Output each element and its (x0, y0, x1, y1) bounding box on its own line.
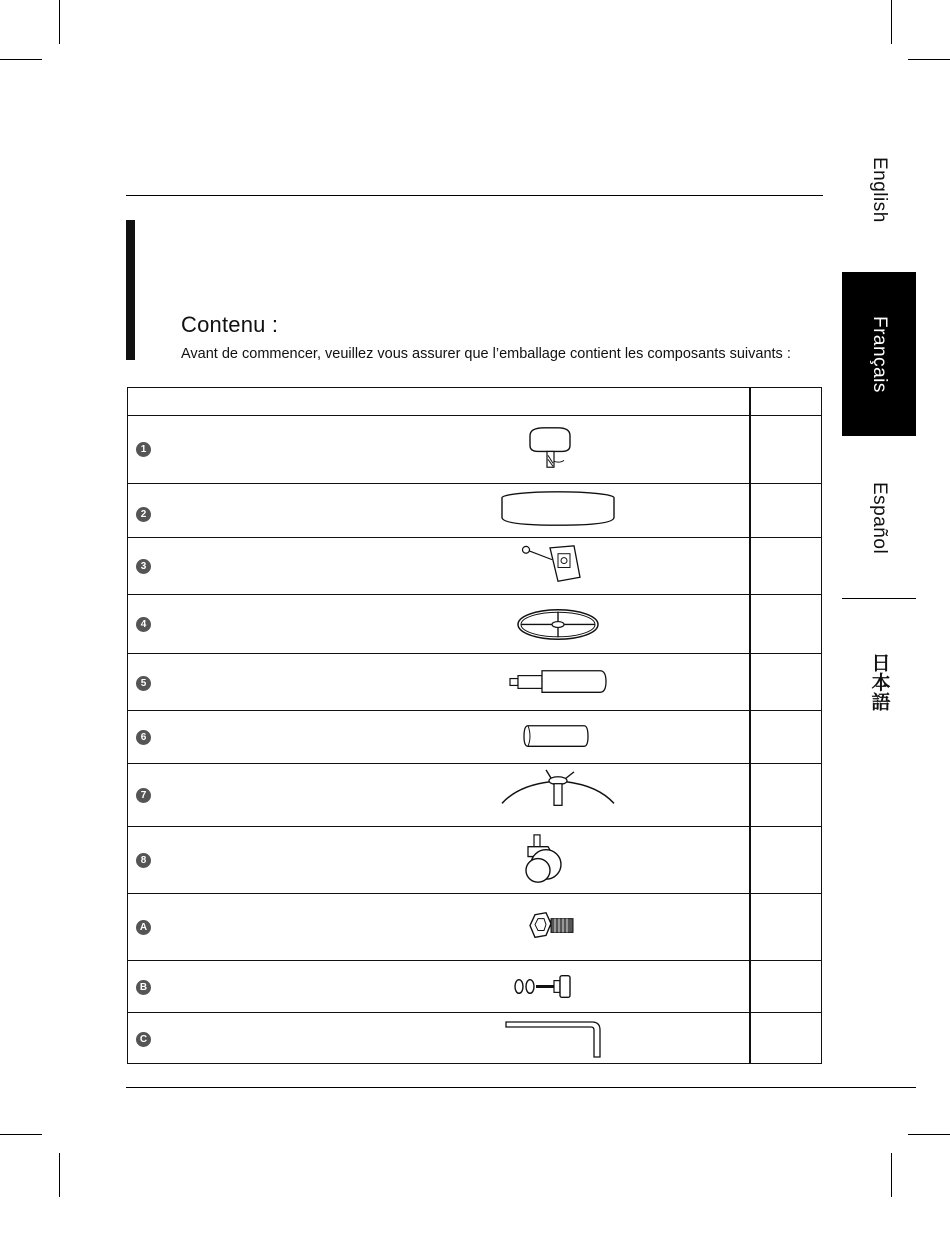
part-number-badge: 8 (136, 853, 151, 868)
part-number-badge: C (136, 1032, 151, 1047)
part-number-badge: 4 (136, 617, 151, 632)
page-subtitle: Avant de commencer, veuillez vous assurer que l’emballage contient les composants suivants : (181, 346, 791, 362)
table-row (128, 538, 821, 595)
language-tab-label: English (869, 157, 890, 223)
allen-key-icon (488, 1013, 628, 1065)
crop-mark (891, 0, 892, 44)
footer-rule (126, 1087, 916, 1088)
header-rule (126, 195, 823, 196)
mechanism-plate-icon (488, 538, 628, 594)
base-icon (488, 764, 628, 826)
headrest-icon (488, 416, 628, 483)
part-number-badge: 6 (136, 730, 151, 745)
part-number-badge: 7 (136, 788, 151, 803)
table-row (128, 1013, 821, 1065)
table-row (128, 764, 821, 827)
parts-table (127, 387, 822, 1064)
crop-mark (59, 1153, 60, 1197)
crop-mark (908, 59, 950, 60)
crop-mark (0, 59, 42, 60)
table-row (128, 894, 821, 961)
table-row (128, 654, 821, 711)
foot-ring-icon (488, 595, 628, 653)
table-row (128, 827, 821, 894)
bolt-icon (488, 894, 628, 960)
cylinder-cover-icon (488, 711, 628, 763)
part-number-badge: A (136, 920, 151, 935)
part-number-badge: 5 (136, 676, 151, 691)
table-row (128, 961, 821, 1013)
crop-mark (891, 1153, 892, 1197)
language-tab-english[interactable] (842, 142, 916, 238)
page-title: Contenu : (181, 312, 279, 337)
part-number-badge: 2 (136, 507, 151, 522)
gas-cylinder-icon (488, 654, 628, 710)
table-row (128, 711, 821, 764)
table-row (128, 595, 821, 654)
crop-mark (908, 1134, 950, 1135)
section-accent-bar (126, 220, 135, 360)
language-tab-label: Español (869, 481, 890, 555)
crop-mark (0, 1134, 42, 1135)
part-number-badge: 3 (136, 559, 151, 574)
language-tab-japanese[interactable] (842, 644, 916, 720)
language-tab-francais[interactable] (842, 272, 916, 436)
language-tab-espanol[interactable] (842, 466, 916, 570)
language-tab-label: Français (869, 315, 890, 393)
language-separator (842, 598, 916, 599)
part-number-badge: 1 (136, 442, 151, 457)
caster-icon (488, 827, 628, 893)
table-row (128, 484, 821, 538)
language-tab-label: 日本語 (868, 652, 890, 712)
table-row (128, 416, 821, 484)
washer-knob-icon (488, 961, 628, 1012)
seat-cushion-icon (488, 484, 628, 537)
part-number-badge: B (136, 980, 151, 995)
table-header-row (128, 388, 821, 416)
crop-mark (59, 0, 60, 44)
